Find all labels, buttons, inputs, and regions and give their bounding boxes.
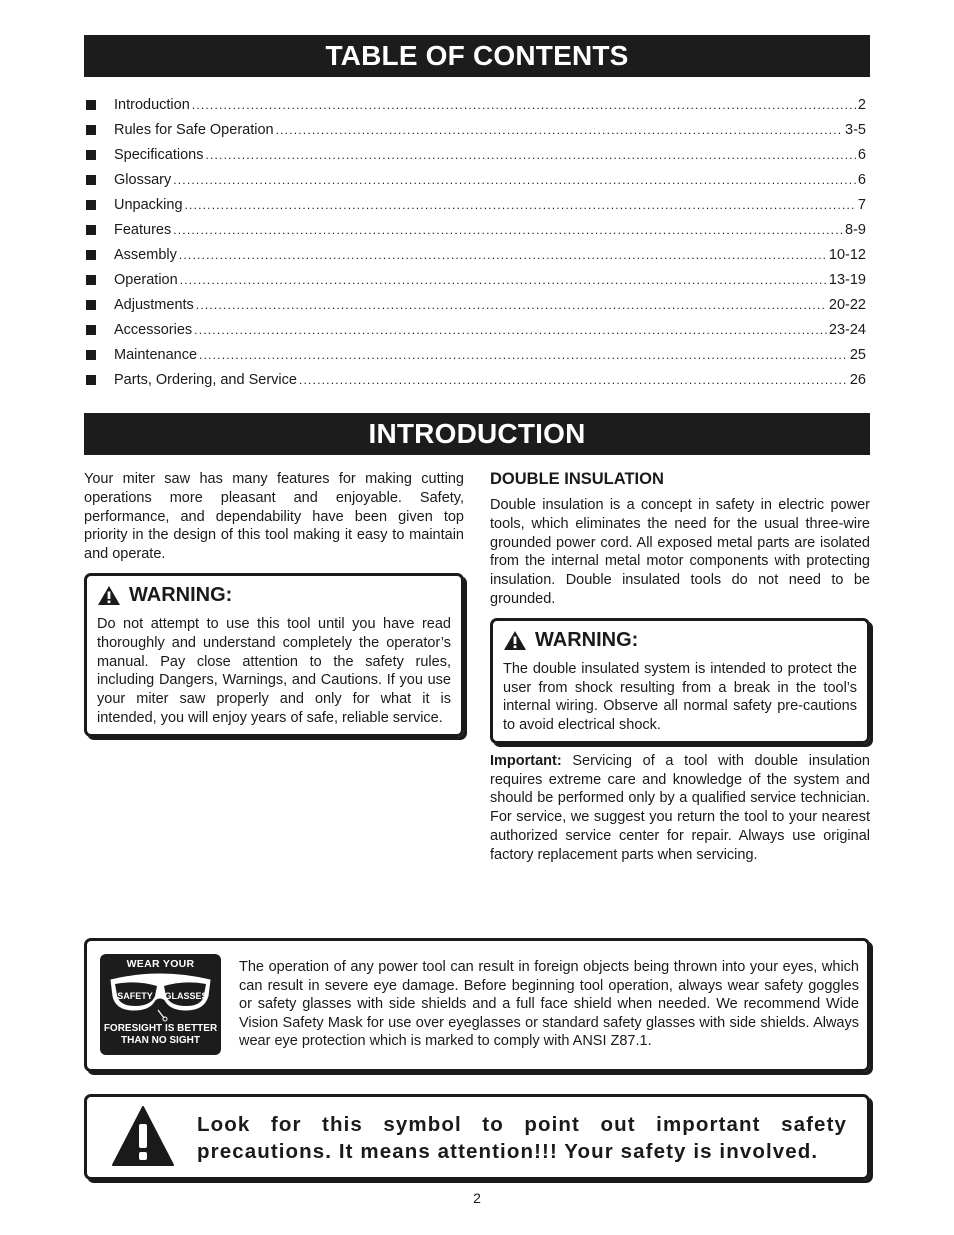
toc-entry: [84, 117, 866, 142]
toc-leader-dots: [179, 245, 827, 265]
toc-entry-label: Adjustments: [114, 296, 194, 313]
logo-left-text: SAFETY: [117, 991, 153, 1001]
toc-entry: [84, 367, 866, 392]
toc-entry-page: 25: [849, 346, 866, 363]
toc-entry-page: 6: [857, 146, 866, 163]
toc-leader-dots: [196, 295, 827, 315]
important-body: Servicing of a tool with double insulation requires extreme care and knowledge of the system and should be performed only by a qualified service technician. For service, we suggest you return the tool to your nearest authorized service center for repair. Always use original factory replacement parts when servicing.: [490, 752, 871, 863]
introduction-title: INTRODUCTION: [84, 413, 870, 455]
square-bullet-icon: [86, 225, 96, 235]
toc-leader-dots: [185, 195, 856, 215]
double-insulation-heading: DOUBLE INSULATION: [490, 470, 664, 488]
toc-entry-label: Glossary: [114, 171, 172, 188]
toc-leader-dots: [205, 145, 855, 165]
toc-entry-page: 26: [849, 371, 866, 388]
toc-entry: [84, 317, 866, 342]
toc-entry: [84, 267, 866, 292]
toc-entry-page: 23-24: [828, 321, 866, 338]
toc-entry: [84, 217, 866, 242]
page-number: 2: [473, 1190, 481, 1206]
toc-entry: [84, 192, 866, 217]
toc-leader-dots: [194, 320, 827, 340]
toc-leader-dots: [199, 345, 848, 365]
warning-body: Do not attempt to use this tool until you have read thoroughly and understand completely the operator’s manual. Pay close attention to the safety rules, including Dangers, Warnings, and Cautions. If you use your miter saw properly and only for what it is intended, you will enjoy years of safe, reliable service.: [97, 615, 451, 726]
square-bullet-icon: [86, 125, 96, 135]
warning-heading: [503, 629, 857, 652]
table-of-contents: [84, 92, 866, 392]
toc-leader-dots: [276, 120, 843, 140]
toc-entry-page: 13-19: [828, 271, 866, 288]
toc-entry-label: Unpacking: [114, 196, 183, 213]
toc-entry-page: 8-9: [845, 221, 866, 238]
toc-entry-label: Introduction: [114, 96, 190, 113]
square-bullet-icon: [86, 300, 96, 310]
toc-entry-page: 2: [857, 96, 866, 113]
square-bullet-icon: [86, 175, 96, 185]
safety-glasses-text: The operation of any power tool can result in foreign objects being thrown into your eyes, which can result in severe eye damage. Before beginning tool operation, always wear safety goggles or safety glasses with side shields and a full face shield when needed. We recommend Wide Vision Safety Mask for use over eyeglasses or standard safety glasses with side shields. Always wear eye protection which is marked to comply with ANSI Z87.1.: [239, 959, 859, 1050]
warning-title: WARNING:: [129, 583, 233, 606]
logo-right-text: GLASSES: [164, 991, 208, 1001]
warning-triangle-icon: [97, 585, 121, 606]
introduction-column: [84, 470, 464, 737]
introduction-paragraph: Your miter saw has many features for making cutting operations more pleasant and enjoyable. Safety, performance, and dependability have been given top priority in the design of this tool making it easy to maintain and operate.: [84, 471, 464, 563]
safety-symbol-notice: [84, 1094, 870, 1180]
toc-entry-page: 6: [857, 171, 866, 188]
toc-leader-dots: [299, 370, 848, 390]
double-insulation-warning-box: [490, 618, 870, 744]
toc-entry-label: Accessories: [114, 321, 193, 338]
toc-entry-label: Specifications: [114, 146, 204, 163]
double-insulation-paragraph: Double insulation is a concept in safety in electric power tools, which eliminates the need for the usual three-wire grounded power cord. All exposed metal parts are isolated from the internal metal motor components with protecting insulation. Double insulated tools do not need to be grounded.: [490, 497, 870, 607]
toc-entry: [84, 142, 866, 167]
square-bullet-icon: [86, 150, 96, 160]
warning-heading: [97, 584, 451, 607]
logo-top-text: WEAR YOUR: [126, 958, 195, 970]
warning-body: The double insulated system is intended to protect the user from shock resulting from a break in the tool’s internal wiring. Observe all normal safety pre-cautions to avoid electrical shock.: [503, 660, 857, 734]
toc-entry-page: 10-12: [828, 246, 866, 263]
toc-entry-label: Rules for Safe Operation: [114, 121, 274, 138]
toc-entry-page: 7: [857, 196, 866, 213]
toc-entry: [84, 342, 866, 367]
toc-leader-dots: [173, 220, 843, 240]
toc-entry-page: 20-22: [828, 296, 866, 313]
toc-entry-label: Assembly: [114, 246, 177, 263]
double-insulation-column: [490, 470, 870, 865]
logo-slogan-line-1: FORESIGHT IS BETTER: [103, 1023, 218, 1034]
toc-entry: [84, 92, 866, 117]
toc-leader-dots: [180, 270, 827, 290]
toc-entry-label: Maintenance: [114, 346, 198, 363]
toc-entry: [84, 167, 866, 192]
toc-entry: [84, 292, 866, 317]
toc-leader-dots: [173, 170, 856, 190]
toc-entry: [84, 242, 866, 267]
toc-entry-label: Parts, Ordering, and Service: [114, 371, 297, 388]
toc-leader-dots: [192, 95, 856, 115]
square-bullet-icon: [86, 100, 96, 110]
important-paragraph: [490, 752, 870, 865]
safety-glasses-icon: [108, 970, 213, 1022]
toc-title: TABLE OF CONTENTS: [84, 35, 870, 77]
toc-entry-label: Features: [114, 221, 172, 238]
toc-entry-page: 3-5: [845, 121, 866, 138]
square-bullet-icon: [86, 275, 96, 285]
warning-title: WARNING:: [535, 628, 639, 651]
square-bullet-icon: [86, 350, 96, 360]
square-bullet-icon: [86, 250, 96, 260]
safety-alert-triangle-icon: [111, 1105, 175, 1167]
logo-slogan-line-2: THAN NO SIGHT: [121, 1035, 200, 1046]
logo-slogan: [100, 1023, 221, 1047]
square-bullet-icon: [86, 325, 96, 335]
introduction-warning-box: [84, 573, 464, 737]
square-bullet-icon: [86, 375, 96, 385]
wear-safety-glasses-logo: [100, 954, 221, 1055]
safety-symbol-text: Look for this symbol to point out important safety precautions. It means attention!!! Your safety is involved.: [197, 1113, 847, 1163]
square-bullet-icon: [86, 200, 96, 210]
important-label: Important:: [490, 752, 562, 769]
warning-triangle-icon: [503, 630, 527, 651]
toc-entry-label: Operation: [114, 271, 178, 288]
safety-glasses-notice: [84, 938, 870, 1072]
